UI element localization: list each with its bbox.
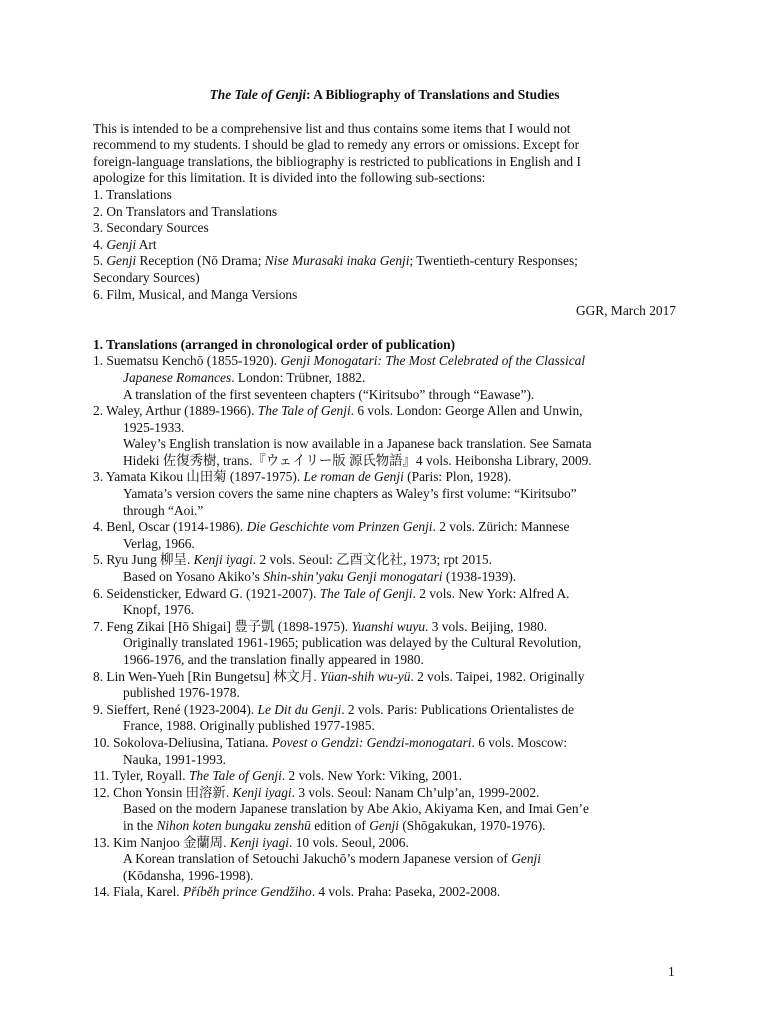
bib-entry: 6. Seidensticker, Edward G. (1921-2007). The Tale of Genji. 2 vols. New York: Alfred A. Knopf, 1976. <box>93 585 570 618</box>
intro-line: recommend to my students. I should be glad to remedy any errors or omissions. Except for <box>93 137 580 153</box>
bib-entry: 4. Benl, Oscar (1914-1986). Die Geschichte vom Prinzen Genji. 2 vols. Zürich: Mannese Verlag, 1966. <box>93 519 570 551</box>
intro-line: apologize for this limitation. It is divided into the following sub-sections: <box>93 170 486 186</box>
subsection-item: 5. Genji Reception (Nō Drama; Nise Murasaki inaka Genji; Twentieth-century Responses; <box>93 253 578 269</box>
bib-entry: 1. Suematsu Kenchō (1855-1920). Genji Monogatari: The Most Celebrated of the Classical Japanese Romances. London: Trübner, 1882. A translation of the first seventeen chapters (“Kiritsubo” through “Eawase”). <box>93 353 586 402</box>
bib-entry: 14. Fiala, Karel. Příběh prince Gendžiho. 4 vols. Praha: Paseka, 2002-2008. <box>93 884 501 900</box>
subsection-item-cont: Secondary Sources) <box>93 269 200 285</box>
document-page <box>93 87 676 901</box>
subsection-item: 6. Film, Musical, and Manga Versions <box>93 286 298 302</box>
bib-entry: 2. Waley, Arthur (1889-1966). The Tale of Genji. 6 vols. London: George Allen and Unwin, 1925-1933. Waley’s English translation is now available in a Japanese back translation. See Samata Hideki 佐復秀樹, trans.『ウェイリー版 源氏物語』4 vols. Heibonsha Library, 2009. <box>93 403 592 468</box>
bib-entry: 9. Sieffert, René (1923-2004). Le Dit du Genji. 2 vols. Paris: Publications Orientalistes de France, 1988. Originally published 1977-1985. <box>93 701 575 734</box>
subsection-item: 1. Translations <box>93 186 172 202</box>
subsection-item: 2. On Translators and Translations <box>93 203 278 219</box>
subsection-item: 3. Secondary Sources <box>93 220 209 236</box>
bib-entry: 10. Sokolova-Deliusina, Tatiana. Povest o Gendzi: Gendzi-monogatari. 6 vols. Moscow: Nauka, 1991-1993. <box>93 734 568 767</box>
intro-line: This is intended to be a comprehensive list and thus contains some items that I would not <box>93 120 571 136</box>
section-heading: 1. Translations (arranged in chronological order of publication) <box>93 336 456 352</box>
document-title: The Tale of Genji: A Bibliography of Translations and Studies <box>209 87 560 102</box>
page-number: 1 <box>668 964 675 979</box>
subsection-item: 4. Genji Art <box>93 236 157 252</box>
bib-entry: 3. Yamata Kikou 山田菊 (1897-1975). Le roman de Genji (Paris: Plon, 1928). Yamata’s version covers the same nine chapters as Waley’s first volume: “Kiritsubo” through “Aoi.” <box>93 469 577 518</box>
bib-entry: 7. Feng Zikai [Hō Shigai] 豊子凱 (1898-1975). Yuanshi wuyu. 3 vols. Beijing, 1980. Originally translated 1961-1965; publication was delayed by the Cultural Revolution, 1966-1976, and the translation finally appeared in 1980. <box>93 618 582 667</box>
bib-entry: 12. Chon Yonsin 田溶新. Kenji iyagi. 3 vols. Seoul: Nanam Ch’ulp’an, 1999-2002. Based on the modern Japanese translation by Abe Akio, Akiyama Ken, and Imai Gen’e in the Nihon koten bungaku zenshū edition of Genji (Shōgakukan, 1970-1976). <box>93 784 589 833</box>
signature: GGR, March 2017 <box>575 303 676 319</box>
bib-entry: 11. Tyler, Royall. The Tale of Genji. 2 vols. New York: Viking, 2001. <box>93 768 462 784</box>
bib-entry: 13. Kim Nanjoo 金蘭周. Kenji iyagi. 10 vols. Seoul, 2006. A Korean translation of Setouchi Jakuchō’s modern Japanese version of Genji (Kōdansha, 1996-1998). <box>93 834 541 883</box>
bib-entry: 5. Ryu Jung 柳呈. Kenji iyagi. 2 vols. Seoul: 乙酉文化社, 1973; rpt 2015. Based on Yosano Akiko’s Shin-shin’yaku Genji monogatari (1938-1939). <box>93 552 517 585</box>
subsection-list <box>93 187 676 303</box>
intro-line: foreign-language translations, the bibliography is restricted to publications in English and I <box>93 153 581 169</box>
bib-entry: 8. Lin Wen-Yueh [Rin Bungetsu] 林文月. Yüan-shih wu-yü. 2 vols. Taipei, 1982. Originally published 1976-1978. <box>93 668 585 701</box>
intro-paragraph <box>93 121 676 187</box>
